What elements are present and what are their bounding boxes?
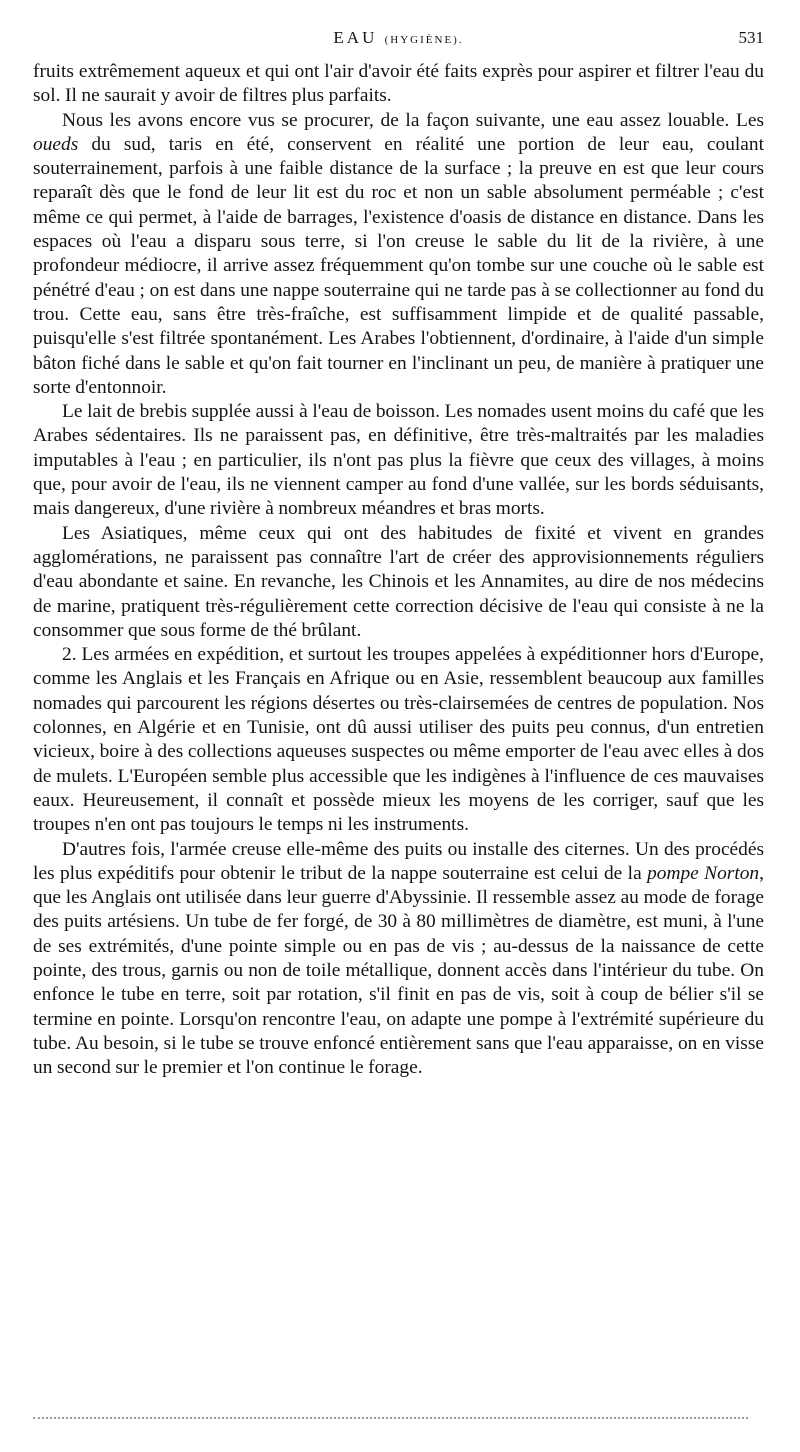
paragraph: [33, 522, 764, 643]
text-run: Le lait de brebis supplée aussi à l'eau de boisson. Les nomades usent moins du café que les Arabes sédentaires. Ils ne paraissent pas, en définitive, être très-maltraités par les maladies imputables à l'eau ; en particulier, ils n'ont pas plus la fièvre que ceux des villages, à moins que, pour avoir de l'eau, ils ne viennent camper au fond d'une vallée, sur les bords séduisants, mais dangereux, d'une rivière à nombreux méandres et bras morts.: [33, 401, 764, 520]
text-run: 2. Les armées en expédition, et surtout les troupes appelées à expéditionner hors d'Europe, comme les Anglais et les Français en Afrique ou en Asie, ressemblent beaucoup aux familles nomades qui parcourent les régions désertes ou très-clairsemées de centres de population. Nos colonnes, en Algérie et en Tunisie, ont dû aussi utiliser des puits peu connus, d'un entretien vicieux, boire à des collections aqueuses suspectes ou même emporter de l'eau avec elles à dos de mulets. L'Européen semble plus accessible que les indigènes à l'influence de ces mauvaises eaux. Heureusement, il connaît et possède mieux les moyens de les corriger, sauf que les troupes n'en ont pas toujours le temps ni les instruments.: [33, 644, 764, 836]
italic-term: oueds: [33, 133, 79, 155]
book-page: [33, 0, 764, 1452]
page-number: 531: [738, 28, 764, 47]
text-run: Les Asiatiques, même ceux qui ont des habitudes de fixité et vivent en grandes agglomérations, ne paraissent pas connaître l'art de créer des approvisionnements réguliers d'eau abondante et saine. En revanche, les Chinois et les Annamites, au dire de nos médecins de marine, pratiquent très-régulièrement cette correction décisive de l'eau qui consiste à ne la consommer que sous forme de thé brûlant.: [33, 522, 764, 641]
text-run: D'autres fois, l'armée creuse elle-même des puits ou installe des citernes. Un des procédés les plus expéditifs pour obtenir le tribut de la nappe souterraine est celui de la: [33, 838, 764, 884]
paragraph: [33, 400, 764, 521]
running-head-title: EAU: [333, 28, 378, 47]
paragraph-continued: [33, 60, 764, 109]
text-run: fruits extrêmement aqueux et qui ont l'air d'avoir été faits exprès pour aspirer et filtrer l'eau du sol. Il ne saurait y avoir de filtres plus parfaits.: [33, 61, 764, 107]
paragraph: [33, 109, 764, 401]
paragraph: [33, 643, 764, 837]
text-run: du sud, taris en été, conservent en réalité une portion de leur eau, coulant souterrainement, parfois à une faible distance de la surface ; la preuve en est que leur cours reparaît dès que le fond de leur lit est du roc et non un sable absolument perméable ; c'est même ce qui permet, à l'aide de barrages, l'existence d'oasis de distance en distance. Dans les espaces où l'eau a disparu sous terre, si l'on creuse le sable du lit de la rivière, à une profondeur médiocre, il arrive assez fréquemment qu'on tombe sur une couche où le sable est pénétré d'eau ; on est dans une nappe souterraine qui ne tarde pas à se collectionner au fond du trou. Cette eau, sans être très-fraîche, est suffisamment limpide et de qualité passable, puisqu'elle s'est filtrée spontanément. Les Arabes l'obtiennent, d'ordinaire, à l'aide d'un simple bâton fiché dans le sable et qu'on fait tourner en l'inclinant un peu, de manière à pratiquer une sorte d'entonnoir.: [33, 133, 764, 398]
running-head: [33, 28, 764, 48]
page-header: [33, 28, 764, 54]
paragraph: [33, 838, 764, 1081]
bottom-rule: [33, 1417, 748, 1419]
text-run: , que les Anglais ont utilisée dans leur guerre d'Abyssinie. Il ressemble assez au mode de forage des puits artésiens. Un tube de fer forgé, de 30 à 80 millimètres de diamètre, est muni, à l'une de ses extrémités, d'une pointe simple ou en pas de vis ; au-dessus de la naissance de cette pointe, des trous, garnis ou non de toile métallique, donnent accès dans l'intérieur du tube. On enfonce le tube en terre, soit par rotation, s'il finit en pas de vis, soit à coup de bélier s'il se termine en pointe. Lorsqu'on rencontre l'eau, on adapte une pompe à l'extrémité supérieure du tube. Au besoin, si le tube se trouve enfoncé entièrement sans que l'eau apparaisse, on en visse un second sur le premier et l'on continue le forage.: [33, 862, 764, 1079]
running-head-subtitle: (HYGIÈNE).: [384, 34, 464, 46]
text-run: Nous les avons encore vus se procurer, de la façon suivante, une eau assez louable. Les: [62, 109, 764, 131]
italic-term: pompe Norton: [647, 862, 760, 884]
body-text: [33, 60, 764, 1080]
